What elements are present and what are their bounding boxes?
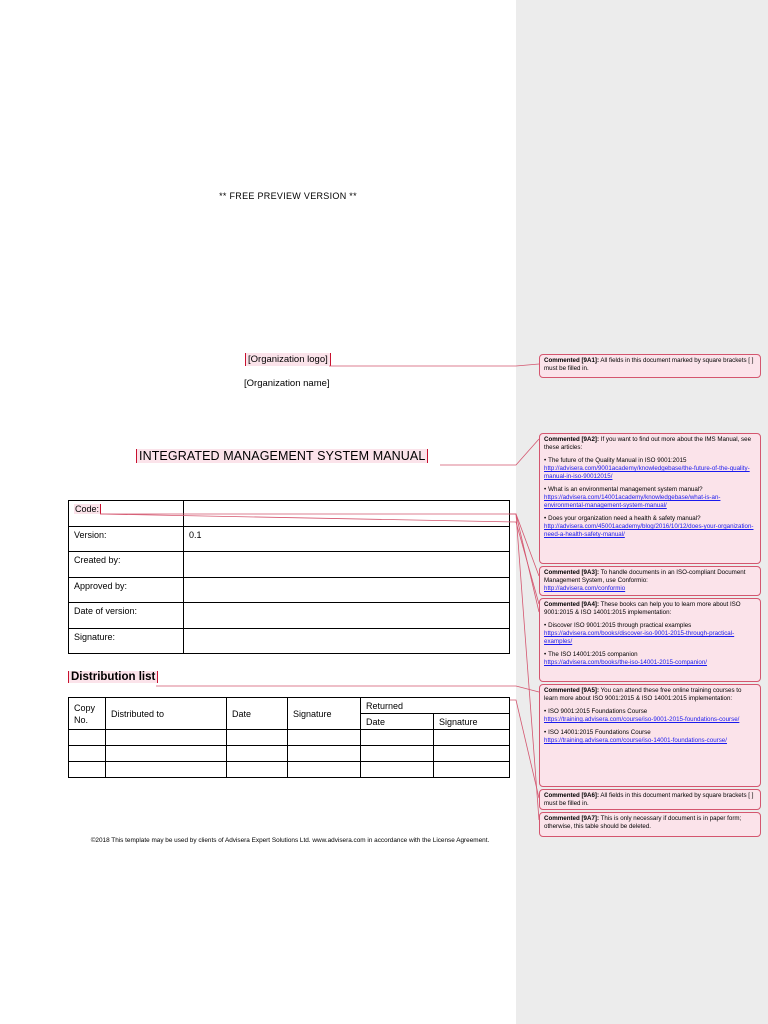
conformio-link[interactable]: http://advisera.com/conformio <box>544 585 626 592</box>
comment-author: Commented [9A1]: <box>544 357 600 364</box>
created-by-label: Created by: <box>69 552 184 578</box>
comment-author: Commented [9A7]: <box>544 815 600 822</box>
list-item: • The ISO 14001:2015 companion <box>544 651 638 658</box>
comment-text: All fields in this document marked by square brackets [ ] must be filled in. <box>544 357 754 372</box>
comment-author: Commented [9A6]: <box>544 792 600 799</box>
list-item: • ISO 9001:2015 Foundations Course <box>544 708 648 715</box>
course-link[interactable]: https://training.advisera.com/course/iso-9001-2015-foundations-course/ <box>544 716 740 723</box>
document-title[interactable]: INTEGRATED MANAGEMENT SYSTEM MANUAL <box>136 449 428 463</box>
comment-author: Commented [9A4]: <box>544 601 600 608</box>
list-item: • Does your organization need a health & safety manual? <box>544 515 701 522</box>
table-row <box>69 552 510 578</box>
preview-banner: ** FREE PREVIEW VERSION ** <box>219 191 357 201</box>
list-item: • What is an environmental management system manual? <box>544 486 703 493</box>
date-of-version-label: Date of version: <box>69 603 184 629</box>
table-header-row <box>69 698 510 714</box>
comment-9a1[interactable] <box>539 354 761 378</box>
comment-9a5[interactable] <box>539 684 761 787</box>
article-title: The future of the Quality Manual in ISO 9001:2015 <box>548 457 687 464</box>
copy-no-header: Copy No. <box>69 698 106 730</box>
book-title: Discover ISO 9001:2015 through practical examples <box>548 622 692 629</box>
distribution-list-title[interactable]: Distribution list <box>68 671 158 683</box>
course-title: ISO 9001:2015 Foundations Course <box>548 708 648 715</box>
course-title: ISO 14001:2015 Foundations Course <box>548 729 651 736</box>
table-row <box>69 603 510 629</box>
date-of-version-value[interactable] <box>184 603 510 629</box>
book-link[interactable]: https://advisera.com/books/the-iso-14001-2015-companion/ <box>544 659 708 666</box>
book-link[interactable]: https://advisera.com/books/discover-iso-9001-2015-through-practical-examples/ <box>544 630 735 645</box>
table-row <box>69 526 510 552</box>
table-row <box>69 730 510 746</box>
table-row <box>69 501 510 527</box>
list-item: • The future of the Quality Manual in ISO 9001:2015 <box>544 457 687 464</box>
comment-text: To handle documents in an ISO-compliant Document Management System, use Conformio: <box>544 569 746 584</box>
comment-9a4[interactable] <box>539 598 761 682</box>
course-link[interactable]: https://training.advisera.com/course/iso-14001-foundations-course/ <box>544 737 727 744</box>
signature-label: Signature: <box>69 628 184 654</box>
created-by-value[interactable] <box>184 552 510 578</box>
returned-signature-header: Signature <box>434 714 510 730</box>
code-value[interactable] <box>184 501 510 527</box>
comment-author: Commented [9A3]: <box>544 569 600 576</box>
article-title: What is an environmental management system manual? <box>548 486 703 493</box>
comment-author: Commented [9A5]: <box>544 687 600 694</box>
table-row <box>69 577 510 603</box>
comment-text: You can attend these free online training courses to learn more about ISO 9001:2015 & ISO 14001:2015 implementation: <box>544 687 742 702</box>
article-link[interactable]: http://advisera.com/45001academy/blog/2016/10/12/does-your-organization-need-a-health-safety-manual/ <box>544 523 754 538</box>
signature-value[interactable] <box>184 628 510 654</box>
article-title: Does your organization need a health & safety manual? <box>548 515 701 522</box>
version-value[interactable]: 0.1 <box>184 526 510 552</box>
organization-name-placeholder: [Organization name] <box>244 378 330 389</box>
code-label[interactable]: Code: <box>75 504 100 514</box>
date-header: Date <box>227 698 288 730</box>
table-row <box>69 762 510 778</box>
comment-author: Commented [9A2]: <box>544 436 600 443</box>
list-item: • ISO 14001:2015 Foundations Course <box>544 729 651 736</box>
comment-9a2[interactable] <box>539 433 761 564</box>
comment-9a7[interactable] <box>539 812 761 837</box>
book-title: The ISO 14001:2015 companion <box>548 651 638 658</box>
comment-text: These books can help you to learn more about ISO 9001:2015 & ISO 14001:2015 implementation: <box>544 601 741 616</box>
approved-by-label: Approved by: <box>69 577 184 603</box>
comment-9a6[interactable] <box>539 789 761 810</box>
license-footer: ©2018 This template may be used by clients of Advisera Expert Solutions Ltd. www.advisera.com in accordance with the License Agreement. <box>90 837 490 844</box>
comment-9a3[interactable] <box>539 566 761 596</box>
returned-header: Returned <box>361 698 510 714</box>
distribution-table <box>68 697 510 778</box>
article-link[interactable]: https://advisera.com/14001academy/knowledgebase/what-is-an-environmental-management-system-manual/ <box>544 494 721 509</box>
document-info-table <box>68 500 510 654</box>
returned-date-header: Date <box>361 714 434 730</box>
list-item: • Discover ISO 9001:2015 through practical examples <box>544 622 692 629</box>
comment-text: If you want to find out more about the IMS Manual, see these articles: <box>544 436 752 451</box>
approved-by-value[interactable] <box>184 577 510 603</box>
version-label: Version: <box>69 526 184 552</box>
comment-text: This is only necessary if document is in paper form; otherwise, this table should be deleted. <box>544 815 742 830</box>
organization-logo-placeholder[interactable]: [Organization logo] <box>245 353 331 366</box>
article-link[interactable]: http://advisera.com/9001academy/knowledgebase/the-future-of-the-quality-manual-in-iso-90012015/ <box>544 465 750 480</box>
comment-text: All fields in this document marked by square brackets [ ] must be filled in. <box>544 792 754 807</box>
table-row <box>69 628 510 654</box>
distributed-to-header: Distributed to <box>106 698 227 730</box>
signature-header: Signature <box>288 698 361 730</box>
table-row <box>69 746 510 762</box>
